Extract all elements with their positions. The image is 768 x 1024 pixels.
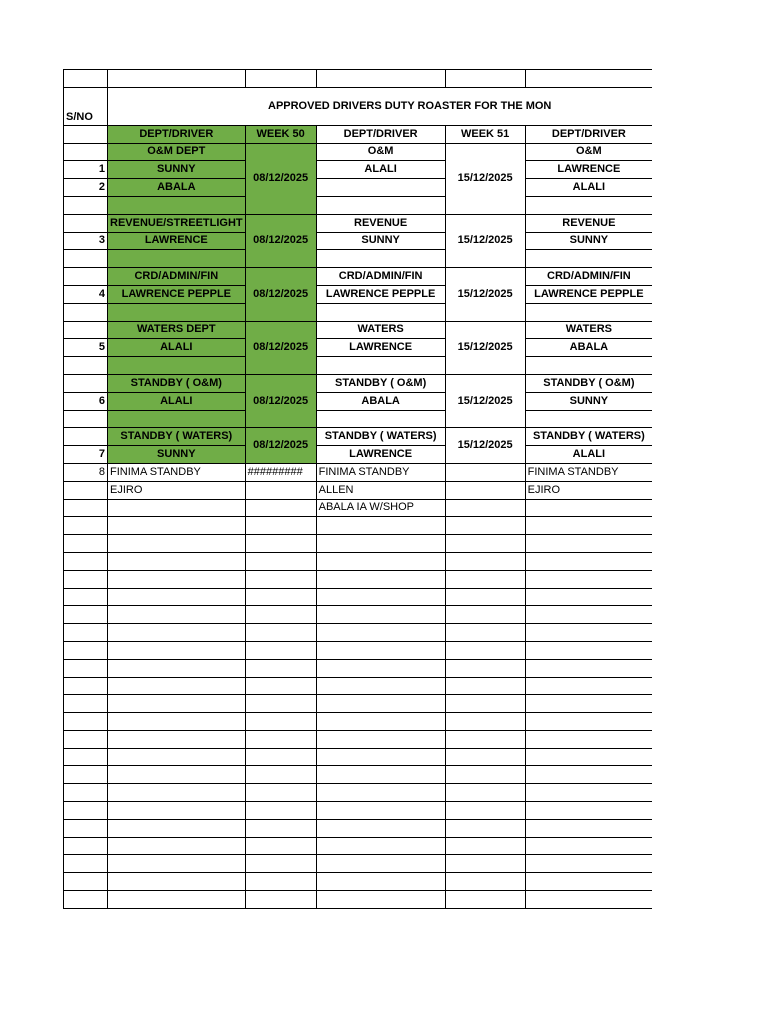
cell[interactable] <box>108 641 246 659</box>
cell[interactable] <box>245 819 316 837</box>
cell[interactable] <box>525 659 652 677</box>
cell[interactable] <box>245 695 316 713</box>
cell[interactable] <box>64 196 108 214</box>
cell[interactable] <box>108 891 246 909</box>
cell[interactable] <box>245 802 316 820</box>
cell[interactable] <box>64 695 108 713</box>
week51-driver-cell[interactable]: LAWRENCE <box>316 339 445 357</box>
empty-row <box>64 624 653 642</box>
spacer-row <box>64 303 653 321</box>
cell[interactable] <box>64 837 108 855</box>
week50-date-cell[interactable]: 08/12/2025 <box>245 374 316 427</box>
empty-row <box>64 730 653 748</box>
week50-driver-cell[interactable]: O&M DEPT <box>108 143 246 161</box>
cell[interactable] <box>316 855 445 873</box>
week51-driver-cell[interactable]: ABALA IA W/SHOP <box>316 499 445 517</box>
table-row <box>64 232 653 250</box>
cell[interactable] <box>245 837 316 855</box>
week52-driver-cell[interactable]: WATERS <box>525 321 652 339</box>
week52-driver-cell[interactable]: LAWRENCE PEPPLE <box>525 285 652 303</box>
table-row <box>64 428 653 446</box>
cell[interactable] <box>525 891 652 909</box>
cell[interactable] <box>445 730 525 748</box>
cell[interactable] <box>445 463 525 481</box>
week50-date-cell[interactable]: ######### <box>245 463 316 481</box>
spacer-row <box>64 250 653 268</box>
cell[interactable] <box>245 481 316 499</box>
cell[interactable] <box>316 588 445 606</box>
cell[interactable] <box>245 624 316 642</box>
cell[interactable] <box>316 802 445 820</box>
cell[interactable] <box>64 677 108 695</box>
cell[interactable] <box>108 70 246 88</box>
cell[interactable] <box>445 606 525 624</box>
cell[interactable] <box>525 748 652 766</box>
sno-cell[interactable]: 3 <box>64 232 108 250</box>
cell[interactable] <box>245 677 316 695</box>
empty-row <box>64 588 653 606</box>
cell[interactable] <box>525 606 652 624</box>
cell[interactable] <box>445 784 525 802</box>
cell[interactable] <box>64 250 108 268</box>
cell[interactable] <box>64 70 108 88</box>
cell[interactable] <box>245 891 316 909</box>
cell[interactable] <box>64 713 108 731</box>
week50-date-cell[interactable]: 08/12/2025 <box>245 268 316 321</box>
cell[interactable] <box>108 357 246 375</box>
cell[interactable] <box>316 517 445 535</box>
cell[interactable] <box>245 766 316 784</box>
sno-cell[interactable]: 8 <box>64 463 108 481</box>
cell[interactable] <box>445 517 525 535</box>
cell[interactable] <box>525 196 652 214</box>
cell[interactable] <box>108 784 246 802</box>
cell[interactable] <box>108 873 246 891</box>
week50-driver-cell[interactable]: SUNNY <box>108 446 246 464</box>
week52-driver-cell[interactable]: STANDBY ( WATERS) <box>525 428 652 446</box>
week51-driver-cell[interactable]: LAWRENCE <box>316 446 445 464</box>
cell[interactable] <box>316 677 445 695</box>
cell[interactable] <box>525 873 652 891</box>
cell[interactable] <box>525 730 652 748</box>
week50-driver-cell[interactable]: STANDBY ( O&M) <box>108 374 246 392</box>
week50-driver-cell[interactable]: WATERS DEPT <box>108 321 246 339</box>
cell[interactable] <box>445 837 525 855</box>
empty-row <box>64 855 653 873</box>
header-row <box>64 125 653 143</box>
week51-date-cell[interactable]: 15/12/2025 <box>445 214 525 267</box>
cell[interactable] <box>316 552 445 570</box>
cell[interactable] <box>64 499 108 517</box>
cell[interactable] <box>108 303 246 321</box>
cell[interactable] <box>445 588 525 606</box>
week50-driver-cell[interactable]: SUNNY <box>108 161 246 179</box>
cell[interactable] <box>316 70 445 88</box>
cell[interactable] <box>245 70 316 88</box>
cell[interactable] <box>108 748 246 766</box>
cell[interactable] <box>525 250 652 268</box>
spacer-row <box>64 410 653 428</box>
week50-date-cell[interactable]: 08/12/2025 <box>245 428 316 464</box>
cell[interactable] <box>525 641 652 659</box>
cell[interactable] <box>64 125 108 143</box>
cell[interactable] <box>525 535 652 553</box>
cell[interactable] <box>316 606 445 624</box>
cell[interactable] <box>316 873 445 891</box>
cell[interactable] <box>316 713 445 731</box>
week51-driver-cell[interactable]: O&M <box>316 143 445 161</box>
empty-row <box>64 677 653 695</box>
cell[interactable] <box>245 552 316 570</box>
header-week-50[interactable]: WEEK 50 <box>245 125 316 143</box>
week52-driver-cell[interactable]: ALALI <box>525 446 652 464</box>
cell[interactable] <box>64 606 108 624</box>
spacer-row <box>64 196 653 214</box>
week50-driver-cell[interactable]: EJIRO <box>108 481 246 499</box>
cell[interactable] <box>525 499 652 517</box>
empty-row <box>64 517 653 535</box>
cell[interactable] <box>445 552 525 570</box>
cell[interactable] <box>445 499 525 517</box>
cell[interactable] <box>108 730 246 748</box>
table-row <box>64 143 653 161</box>
cell[interactable] <box>445 535 525 553</box>
week52-driver-cell[interactable]: ABALA <box>525 339 652 357</box>
cell[interactable] <box>445 481 525 499</box>
week51-driver-cell[interactable]: ABALA <box>316 392 445 410</box>
cell[interactable] <box>64 748 108 766</box>
cell[interactable] <box>525 766 652 784</box>
header-dept-driver-1[interactable]: DEPT/DRIVER <box>108 125 246 143</box>
sno-cell[interactable]: 4 <box>64 285 108 303</box>
empty-row <box>64 552 653 570</box>
cell[interactable] <box>108 713 246 731</box>
cell[interactable] <box>445 659 525 677</box>
week51-driver-cell[interactable]: ALALI <box>316 161 445 179</box>
cell[interactable] <box>108 535 246 553</box>
cell[interactable] <box>64 659 108 677</box>
table-row <box>64 374 653 392</box>
cell[interactable] <box>64 552 108 570</box>
cell[interactable] <box>316 357 445 375</box>
week52-driver-cell[interactable]: ALALI <box>525 179 652 197</box>
cell[interactable] <box>245 855 316 873</box>
sno-cell[interactable] <box>64 428 108 446</box>
cell[interactable] <box>64 855 108 873</box>
table-row <box>64 214 653 232</box>
week52-driver-cell[interactable]: O&M <box>525 143 652 161</box>
week51-driver-cell[interactable]: LAWRENCE PEPPLE <box>316 285 445 303</box>
cell[interactable] <box>445 70 525 88</box>
spacer-row <box>64 70 653 88</box>
week50-driver-cell[interactable]: ALALI <box>108 392 246 410</box>
cell[interactable] <box>64 891 108 909</box>
week50-driver-cell[interactable]: CRD/ADMIN/FIN <box>108 268 246 286</box>
week52-driver-cell[interactable]: CRD/ADMIN/FIN <box>525 268 652 286</box>
cell[interactable] <box>316 250 445 268</box>
cell[interactable] <box>108 677 246 695</box>
cell[interactable] <box>64 481 108 499</box>
week51-driver-cell[interactable]: WATERS <box>316 321 445 339</box>
week52-driver-cell[interactable]: SUNNY <box>525 392 652 410</box>
week51-driver-cell[interactable]: ALLEN <box>316 481 445 499</box>
cell[interactable] <box>108 624 246 642</box>
table-row <box>64 268 653 286</box>
empty-row <box>64 891 653 909</box>
cell[interactable] <box>245 517 316 535</box>
cell[interactable] <box>245 748 316 766</box>
cell[interactable] <box>108 196 246 214</box>
empty-row <box>64 837 653 855</box>
cell[interactable] <box>445 873 525 891</box>
cell[interactable] <box>108 659 246 677</box>
week52-driver-cell[interactable]: SUNNY <box>525 232 652 250</box>
cell[interactable] <box>245 499 316 517</box>
table-row <box>64 392 653 410</box>
cell[interactable] <box>445 695 525 713</box>
empty-row <box>64 695 653 713</box>
cell[interactable] <box>64 784 108 802</box>
cell[interactable] <box>108 517 246 535</box>
cell[interactable] <box>316 659 445 677</box>
empty-row <box>64 606 653 624</box>
table-row <box>64 179 653 197</box>
cell[interactable] <box>245 784 316 802</box>
week50-driver-cell[interactable]: ABALA <box>108 179 246 197</box>
cell[interactable] <box>64 588 108 606</box>
cell[interactable] <box>316 570 445 588</box>
week52-driver-cell[interactable]: REVENUE <box>525 214 652 232</box>
cell[interactable] <box>64 570 108 588</box>
cell[interactable] <box>525 677 652 695</box>
week50-driver-cell[interactable]: STANDBY ( WATERS) <box>108 428 246 446</box>
cell[interactable] <box>108 855 246 873</box>
cell[interactable] <box>64 819 108 837</box>
empty-row <box>64 819 653 837</box>
cell[interactable] <box>445 641 525 659</box>
sno-cell[interactable] <box>64 374 108 392</box>
week51-driver-cell[interactable]: STANDBY ( O&M) <box>316 374 445 392</box>
cell[interactable] <box>316 730 445 748</box>
cell[interactable] <box>445 624 525 642</box>
week51-driver-cell[interactable] <box>316 179 445 197</box>
cell[interactable] <box>445 766 525 784</box>
cell[interactable] <box>245 659 316 677</box>
cell[interactable] <box>316 766 445 784</box>
cell[interactable] <box>64 517 108 535</box>
cell[interactable] <box>64 766 108 784</box>
week51-date-cell[interactable]: 15/12/2025 <box>445 428 525 464</box>
week50-driver-cell[interactable]: LAWRENCE PEPPLE <box>108 285 246 303</box>
cell[interactable] <box>245 873 316 891</box>
cell[interactable] <box>525 624 652 642</box>
cell[interactable] <box>525 303 652 321</box>
week50-driver-cell[interactable]: FINIMA STANDBY <box>108 463 246 481</box>
week50-date-cell[interactable]: 08/12/2025 <box>245 143 316 214</box>
empty-row <box>64 766 653 784</box>
header-week-51[interactable]: WEEK 51 <box>445 125 525 143</box>
week52-driver-cell[interactable]: EJIRO <box>525 481 652 499</box>
cell[interactable] <box>316 891 445 909</box>
header-dept-driver-3[interactable]: DEPT/DRIVER <box>525 125 652 143</box>
cell[interactable] <box>245 730 316 748</box>
sno-header[interactable]: S/NO <box>64 87 108 125</box>
cell[interactable] <box>525 855 652 873</box>
table-row <box>64 339 653 357</box>
duty-roster-sheet <box>63 69 652 909</box>
table-row <box>64 499 653 517</box>
week51-date-cell[interactable]: 15/12/2025 <box>445 143 525 214</box>
cell[interactable] <box>445 819 525 837</box>
cell[interactable] <box>525 588 652 606</box>
cell[interactable] <box>64 873 108 891</box>
cell[interactable] <box>316 784 445 802</box>
week51-driver-cell[interactable]: REVENUE <box>316 214 445 232</box>
cell[interactable] <box>445 570 525 588</box>
empty-row <box>64 535 653 553</box>
cell[interactable] <box>64 641 108 659</box>
cell[interactable] <box>525 552 652 570</box>
sno-cell[interactable]: 7 <box>64 446 108 464</box>
cell[interactable] <box>445 802 525 820</box>
cell[interactable] <box>108 250 246 268</box>
week51-driver-cell[interactable]: STANDBY ( WATERS) <box>316 428 445 446</box>
cell[interactable] <box>525 517 652 535</box>
sno-cell[interactable] <box>64 143 108 161</box>
cell[interactable] <box>245 570 316 588</box>
cell[interactable] <box>525 819 652 837</box>
title-row <box>64 87 653 125</box>
cell[interactable] <box>108 410 246 428</box>
week50-driver-cell[interactable]: REVENUE/STREETLIGHT <box>108 214 246 232</box>
cell[interactable] <box>245 535 316 553</box>
cell[interactable] <box>64 410 108 428</box>
empty-row <box>64 659 653 677</box>
week50-driver-cell[interactable]: ALALI <box>108 339 246 357</box>
cell[interactable] <box>445 677 525 695</box>
cell[interactable] <box>445 855 525 873</box>
cell[interactable] <box>64 730 108 748</box>
cell[interactable] <box>64 802 108 820</box>
week51-date-cell[interactable]: 15/12/2025 <box>445 374 525 427</box>
cell[interactable] <box>108 588 246 606</box>
empty-row <box>64 713 653 731</box>
cell[interactable] <box>245 641 316 659</box>
cell[interactable] <box>64 303 108 321</box>
header-dept-driver-2[interactable]: DEPT/DRIVER <box>316 125 445 143</box>
table-row <box>64 321 653 339</box>
week52-driver-cell[interactable]: STANDBY ( O&M) <box>525 374 652 392</box>
cell[interactable] <box>316 410 445 428</box>
cell[interactable] <box>525 837 652 855</box>
table-row <box>64 481 653 499</box>
cell[interactable] <box>525 357 652 375</box>
cell[interactable] <box>108 552 246 570</box>
week51-date-cell[interactable]: 15/12/2025 <box>445 321 525 374</box>
cell[interactable] <box>245 588 316 606</box>
cell[interactable] <box>445 748 525 766</box>
table-row <box>64 446 653 464</box>
cell[interactable] <box>64 357 108 375</box>
sno-cell[interactable] <box>64 321 108 339</box>
empty-row <box>64 873 653 891</box>
cell[interactable] <box>525 784 652 802</box>
cell[interactable] <box>525 70 652 88</box>
cell[interactable] <box>108 606 246 624</box>
week52-driver-cell[interactable]: LAWRENCE <box>525 161 652 179</box>
cell[interactable] <box>525 802 652 820</box>
cell[interactable] <box>316 641 445 659</box>
empty-row <box>64 784 653 802</box>
cell[interactable] <box>316 624 445 642</box>
spacer-row <box>64 357 653 375</box>
cell[interactable] <box>316 837 445 855</box>
cell[interactable] <box>525 713 652 731</box>
cell[interactable] <box>316 303 445 321</box>
cell[interactable] <box>316 819 445 837</box>
sno-cell[interactable]: 5 <box>64 339 108 357</box>
cell[interactable] <box>316 535 445 553</box>
cell[interactable] <box>64 535 108 553</box>
week50-date-cell[interactable]: 08/12/2025 <box>245 214 316 267</box>
week51-driver-cell[interactable]: CRD/ADMIN/FIN <box>316 268 445 286</box>
cell[interactable] <box>525 695 652 713</box>
cell[interactable] <box>316 196 445 214</box>
cell[interactable] <box>108 766 246 784</box>
table-row <box>64 161 653 179</box>
cell[interactable] <box>316 748 445 766</box>
cell[interactable] <box>108 837 246 855</box>
cell[interactable] <box>245 606 316 624</box>
empty-row <box>64 570 653 588</box>
cell[interactable] <box>108 570 246 588</box>
week50-driver-cell[interactable]: LAWRENCE <box>108 232 246 250</box>
cell[interactable] <box>108 802 246 820</box>
sno-cell[interactable] <box>64 214 108 232</box>
cell[interactable] <box>445 713 525 731</box>
cell[interactable] <box>525 570 652 588</box>
cell[interactable] <box>525 410 652 428</box>
empty-rows <box>64 517 653 909</box>
week50-date-cell[interactable]: 08/12/2025 <box>245 321 316 374</box>
week52-driver-cell[interactable]: FINIMA STANDBY <box>525 463 652 481</box>
cell[interactable] <box>245 713 316 731</box>
empty-row <box>64 748 653 766</box>
sno-cell[interactable] <box>64 268 108 286</box>
cell[interactable] <box>108 819 246 837</box>
sno-cell[interactable]: 2 <box>64 179 108 197</box>
cell[interactable] <box>316 695 445 713</box>
table-row <box>64 285 653 303</box>
cell[interactable] <box>445 891 525 909</box>
sno-cell[interactable]: 1 <box>64 161 108 179</box>
cell[interactable] <box>108 499 246 517</box>
empty-row <box>64 641 653 659</box>
cell[interactable] <box>108 695 246 713</box>
sheet-title[interactable]: APPROVED DRIVERS DUTY ROASTER FOR THE MON <box>108 87 653 125</box>
sno-cell[interactable]: 6 <box>64 392 108 410</box>
week51-driver-cell[interactable]: FINIMA STANDBY <box>316 463 445 481</box>
week51-date-cell[interactable]: 15/12/2025 <box>445 268 525 321</box>
week51-driver-cell[interactable]: SUNNY <box>316 232 445 250</box>
table-row <box>64 463 653 481</box>
cell[interactable] <box>64 624 108 642</box>
empty-row <box>64 802 653 820</box>
